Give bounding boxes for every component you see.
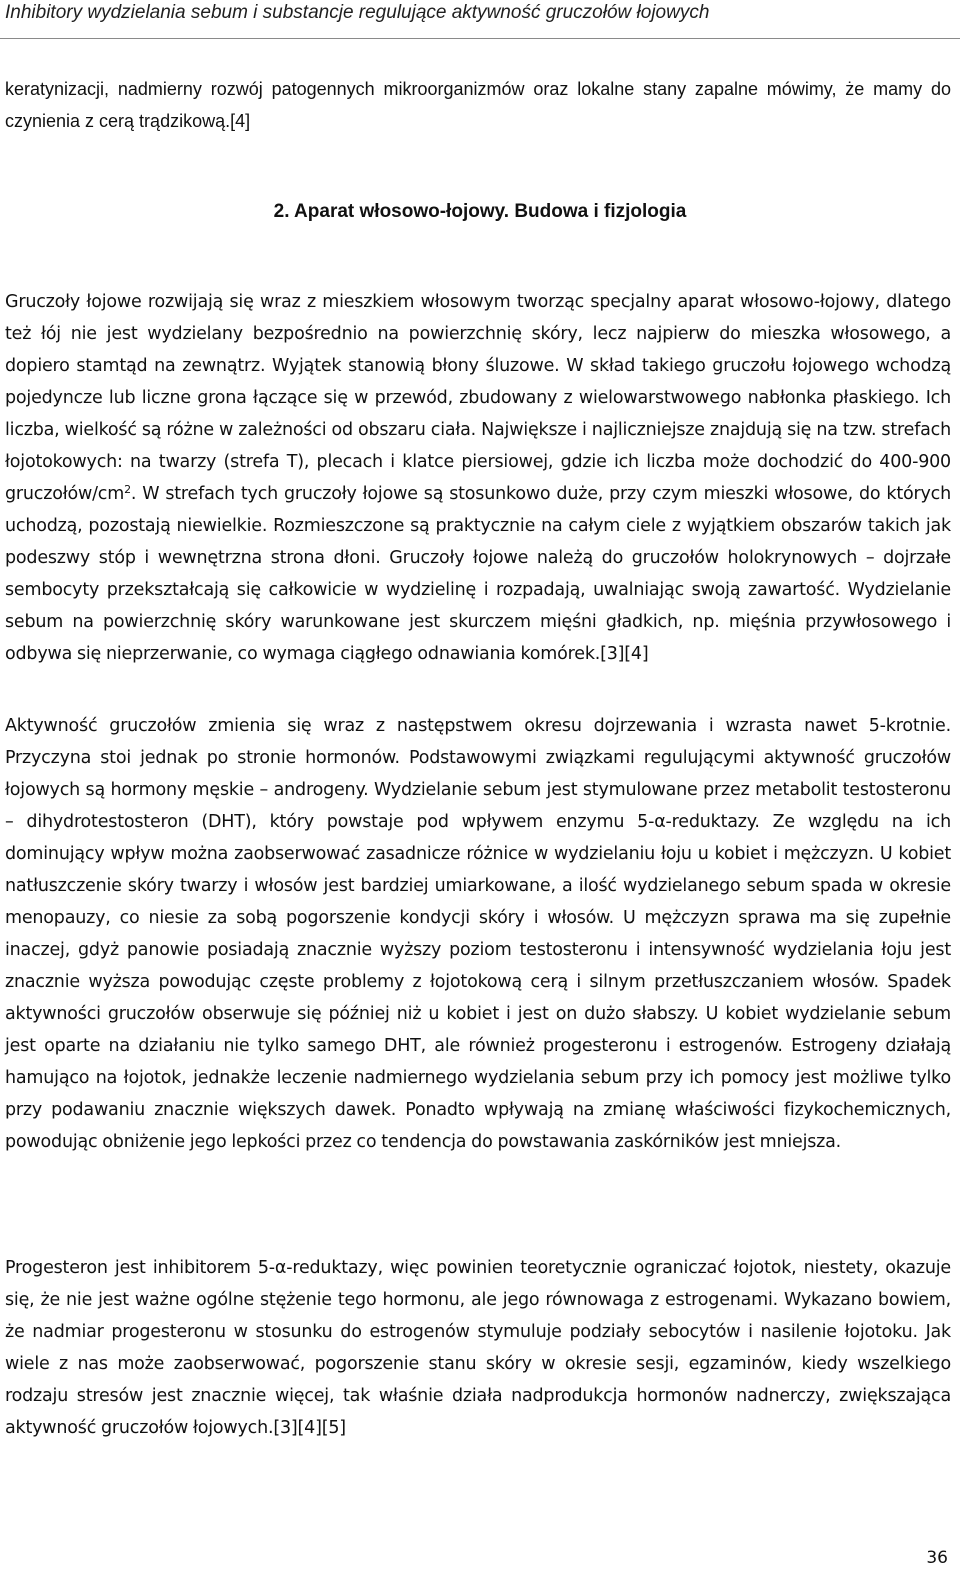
header-rule xyxy=(0,38,960,39)
paragraph-progesterone: Progesteron jest inhibitorem 5-α-reduktazy, więc powinien teoretycznie ograniczać łojotok, niestety, okazuje się, że nie jest ważne ogólne stężenie tego hormonu, ale jego równowaga z estrogenami. Wykazano bowiem, że nadmiar progesteronu w stosunku do estrogenów stymuluje podziały sebocytów i nasilenie łojotoku. Jak wiele z nas może zaobserwować, pogorszenie stanu skóry w okresie sesji, egzaminów, kiedy wszelkiego rodzaju stresów jest znacznie więcej, tak właśnie działa nadprodukcja hormonów nadnerczy, zwiększająca aktywność gruczołów łojowych.[3][4][5] xyxy=(5,1258,951,1438)
superscript-exponent: 2 xyxy=(124,483,131,496)
running-header: Inhibitory wydzielania sebum i substancje regulujące aktywność gruczołów łojowych xyxy=(5,2,710,23)
paragraph-structure-text-1: Gruczoły łojowe rozwijają się wraz z mieszkiem włosowym tworząc specjalny aparat włosowo-łojowy, dlatego też łój nie jest wydzielany bezpośrednio na powierzchnię skóry, lecz najpierw do mieszka włosowego, a dopiero stamtąd na zewnątrz. Wyjątek stanowią błony śluzowe. W skład takiego gruczołu łojowego wchodzą pojedyncze lub liczne grona łączące się w przewód, zbudowany z wielowarstwowego nabłonka płaskiego. Ich liczba, wielkość są różne w zależności od obszaru ciała. Największe i najliczniejsze znajdują się na tzw. strefach łojotokowych: na twarzy (strefa T), plecach i klatce piersiowej, gdzie ich liczba może dochodzić do 400-900 gruczołów/cm xyxy=(5,292,951,504)
page-number: 36 xyxy=(926,1548,948,1568)
intro-paragraph: keratynizacji, nadmierny rozwój patogennych mikroorganizmów oraz lokalne stany zapalne mówimy, że mamy do czynienia z cerą trądzikową.[4] xyxy=(5,79,951,131)
paragraph-structure-text-2: . W strefach tych gruczoły łojowe są stosunkowo duże, przy czym mieszki włosowe, do których uchodzą, pozostają niewielkie. Rozmieszczone są praktycznie na całym ciele z wyjątkiem obszarów takich jak podeszwy stóp i wewnętrzna strona dłoni. Gruczoły łojowe należą do gruczołów holokrynowych – dojrzałe sembocyty przekształcają się całkowicie w wydzielinę i rozpadają, uwalniając swoją zawartość. Wydzielanie sebum na powierzchnię skóry warunkowane jest skurczem mięśni gładkich, np. mięśnia przywłosowego i odbywa się nieprzerwanie, co wymaga ciągłego odnawiania komórek.[3][4] xyxy=(5,484,951,664)
section-title: 2. Aparat włosowo-łojowy. Budowa i fizjologia xyxy=(273,201,687,222)
paragraph-hormones: Aktywność gruczołów zmienia się wraz z następstwem okresu dojrzewania i wzrasta nawet 5-krotnie. Przyczyna stoi jednak po stronie hormonów. Podstawowymi związkami regulującymi aktywność gruczołów łojowych są hormony męskie – androgeny. Wydzielanie sebum jest stymulowane przez metabolit testosteronu – dihydrotestosteron (DHT), który powstaje pod wpływem enzymu 5-α-reduktazy. Ze względu na ich dominujący wpływ można zaobserwować zasadnicze różnice w wydzielaniu łoju u kobiet i mężczyzn. U kobiet natłuszczenie skóry twarzy i włosów jest bardziej umiarkowane, a ilość wydzielanego sebum spada w okresie menopauzy, co niesie za sobą pogorszenie kondycji skóry i włosów. U mężczyzn sprawa ma się zupełnie inaczej, gdyż panowie posiadają znacznie wyższy poziom testosteronu i intensywność wydzielania łoju jest znacznie wyższa powodując częste problemy z łojotokową cerą i silnym przetłuszczaniem włosów. Spadek aktywności gruczołów obserwuje się później niż u kobiet i jest on dużo słabszy. U kobiet wydzielanie sebum jest oparte na działaniu nie tylko samego DHT, ale również progesteronu i estrogenów. Estrogeny działają hamująco na łojotok, jednakże leczenie nadmiernego wydzielania sebum przy ich pomocy jest możliwe tylko przy podawaniu znacznie większych dawek. Ponadto wpływają na zmianę właściwości fizykochemicznych, powodując obniżenie jego lepkości przez co tendencja do powstawania zaskórników jest mniejsza. xyxy=(5,716,951,1152)
paragraph-structure xyxy=(5,286,951,670)
